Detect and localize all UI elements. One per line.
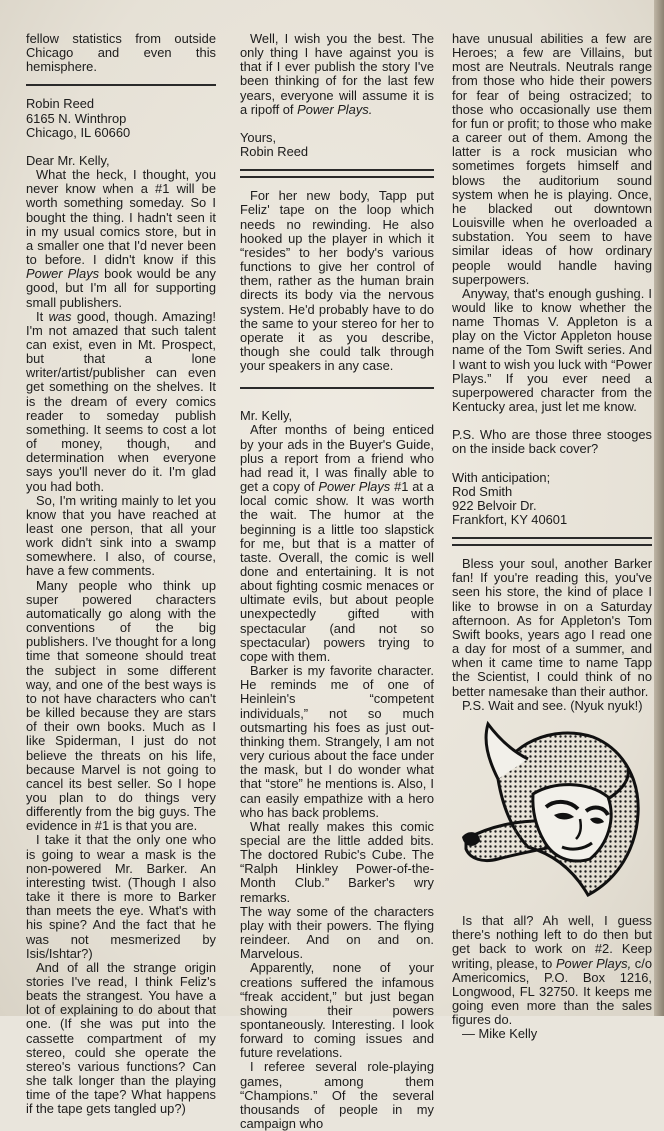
letter-paragraph: I take it that the only one who is going to wear a mask is the non-powered Mr. Barker. An interesting twist. (Though I also take it there is more to Barker than meets the eye. What's with his spine? And the fact that he was not mesmerized by Isis/Ishtar?)	[26, 832, 216, 961]
letter-paragraph: I referee several role-playing games, among them “Champions.” Of the several thousands of people in my campaign who	[240, 1059, 434, 1131]
divider-double-rule	[452, 537, 652, 546]
letter-postscript: P.S. Who are those three stooges on the inside back cover?	[452, 427, 652, 457]
letter-salutation: Dear Mr. Kelly,	[26, 152, 110, 168]
sender-name: Robin Reed	[26, 96, 95, 112]
letter-paragraph: Many people who think up super powered characters automatically go along with the conventions of the big publishers. I've thought for a long time that someone should treat the subject in some different way, and one of the best ways is to not have characters who can't be killed because they are stars of their own books. Much as I like Spiderman, I just do not believe the threats on his life, because Marvel is not going to cancel its best seller. So I hope you plan to do things very differently from the big guys. The evidence in #1 is that you are.	[26, 577, 216, 834]
editor-reply: Bless your soul, another Barker fan! If you're reading this, you've seen his store, the kind of place I like to browse in on a Saturday afternoon. As for Appleton's Tom Swift books, years ago I read one a day for most of a summer, and when it came time to name Tapp the Scientist, I could think of no better namesake than their author.	[452, 556, 652, 699]
letter-salutation: Mr. Kelly,	[240, 408, 293, 424]
letter-paragraph: After months of being enticed by your ads in the Buyer's Guide, plus a report from a friend who had read it, I was finally able to get a copy of Power Plays #1 at a local comic show. It was worth the wait. The humor at the beginning is a little too slapstick for me, but that is a matter of taste. Overall, the comic is well done and entertaining. It is not about fighting cosmic menaces or ultimate evils, but about people unexpectedly gifted with spectacular (and not so spectacular) powers trying to cope with them.	[240, 422, 434, 664]
letter-paragraph: Barker is my favorite character. He reminds me of one of Heinlein's “competent individuals,” not so much outsmarting his foes as just out-thinking them. Strangely, I am not very curious about the face under the mask, but I do wonder what that “store” he mentions is. Also, I can easily empathize with a hero who has back problems.	[240, 663, 434, 820]
letter-continuation: fellow statistics from outside Chicago and even this hemisphere.	[26, 31, 216, 75]
letter-paragraph: And of all the strange origin stories I've read, I think Feliz's beats the strangest. You have a lot of explaining to do about that one. (If she was put into the cassette compartment of my stereo, could she operate the stereo's various functions? Can she talk longer than the playing time of the tape? What happens if the tape gets tangled up?)	[26, 959, 216, 1117]
column-2	[240, 32, 434, 1131]
letter-signoff: With anticipation;	[452, 469, 551, 485]
letter-paragraph: Apparently, none of your creations suffered the infamous “freak accident,” but just began showing their powers spontaneously. Interesting. I look forward to coming issues and future revelations.	[240, 960, 434, 1061]
editor-signature: — Mike Kelly	[462, 1026, 538, 1042]
letter-paragraph: Anyway, that's enough gushing. I would like to know whether the name Thomas V. Appleton is a play on the Victor Appleton house name of the Tom Swift series. And I want to wish you luck with “Power Plays.” If you ever need a superpowered character from the Kentucky area, just let me know.	[452, 285, 652, 415]
letter-paragraph: Well, I wish you the best. The only thing I have against you is that if I ever publish the story I've been thinking of for the last few years, everyone will assume it is a ripoff of Power Plays.	[240, 31, 434, 117]
sender-city: Chicago, IL 60660	[26, 124, 131, 140]
divider-rule	[240, 387, 434, 389]
letter-signature: Rod Smith	[452, 483, 513, 499]
sender-street: 922 Belvoir Dr.	[452, 497, 537, 513]
letter-paragraph: The way some of the characters play with their powers. The flying reindeer. And on and on. Marvelous.	[240, 903, 434, 962]
letter-paragraph: What the heck, I thought, you never know when a #1 will be worth something someday. So I bought the thing. I hadn't seen it in my usual comics store, but in a smaller one that I'd never been to before. I didn't know if this Power Plays book would be any good, but I'm all for supporting small publishers.	[26, 167, 216, 310]
letter-paragraph: So, I'm writing mainly to let you know that you have reached at least one person, that all your work didn't sink into a swamp somewhere. I also, of course, have a few comments.	[26, 492, 216, 579]
sender-city: Frankfort, KY 40601	[452, 512, 568, 527]
sender-street: 6165 N. Winthrop	[26, 110, 127, 126]
letter-paragraph: It was good, though. Amazing! I'm not amazed that such talent can exist, even in Mt. Prospect, but that a lone writer/artist/publisher can even get something on the shelves. It is the dream of every comics reader to someday publish something. It seems to cost a lot of money, though, and determination when everyone says you'll never do it. I'm glad you had both.	[26, 308, 216, 494]
editor-reply: Is that all? Ah well, I guess there's nothing left to do then but get back to work on #2. Keep writing, please, to Power Plays, c/o Americomics, P.O. Box 1216, Longwood, FL 32750. It keeps me going even more than the sales figures do.	[452, 913, 652, 1028]
editor-postscript: P.S. Wait and see. (Nyuk nyuk!)	[462, 697, 643, 713]
letter-closing: Yours,	[240, 129, 277, 145]
column-1	[26, 32, 216, 1117]
column-3	[452, 32, 652, 1041]
letter-signature: Robin Reed	[240, 144, 309, 160]
page-edge	[654, 0, 664, 1016]
letter-continuation: have unusual abilities a few are Heroes; a few are Villains, but most are Neutrals. Neutrals range from those who hide their powers for fear of being ostracized; to those who occasionally use them for fun or profit; to those who make a career out of them. Among the latter is a rock musician who sometimes forgets himself and blows the auditorium sound system when he is playing. Once, he blacked out downtown Louisville when he overloaded a substation. You seem to have similar ideas of how ordinary people would handle having superpowers.	[452, 31, 652, 287]
divider-double-rule	[240, 169, 434, 178]
divider-rule	[26, 84, 216, 86]
barker-illustration	[458, 719, 646, 903]
letter-paragraph: What really makes this comic special are the little added bits. The doctored Rubic's Cube. The “Ralph Hinkley Power-of-the-Month Club.” Barker's wry remarks.	[240, 818, 434, 905]
editor-reply: For her new body, Tapp put Feliz' tape on the loop which needs no rewinding. He also hooked up the player in which it “resides” to her body's various functions to give her control of them, rather as the human brain directs its body via the nervous system. He'd probably have to do the same to your stereo for her to operate it as you describe, though she could talk through your speakers in any case.	[240, 188, 434, 374]
